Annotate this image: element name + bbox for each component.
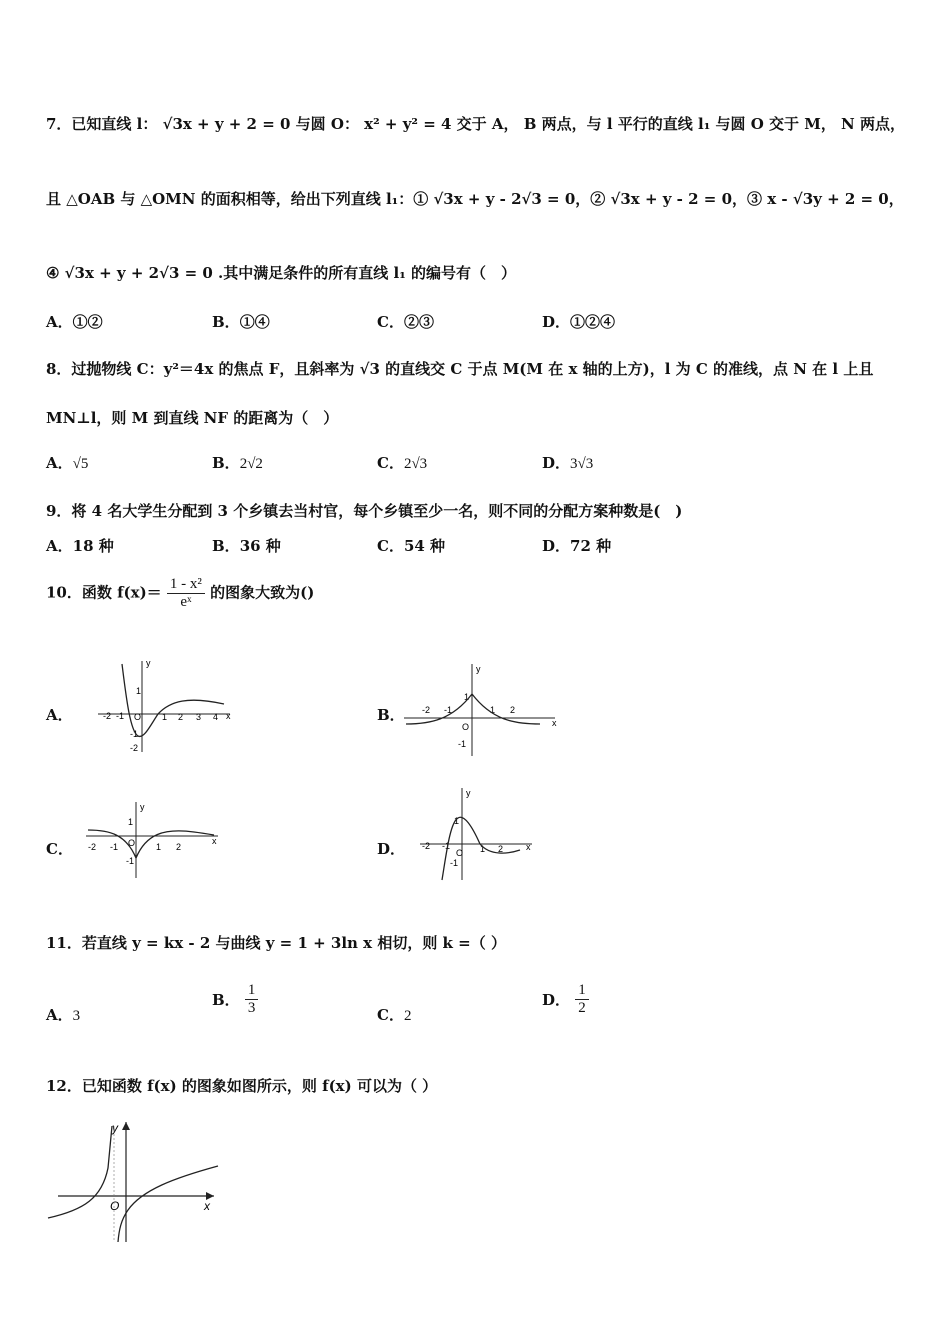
graph-a-tick-ym2: -2 xyxy=(130,743,139,753)
q10-prefix: 10．函数 f(x)＝ xyxy=(46,583,162,602)
q10-choice-b[interactable]: B． xyxy=(377,706,405,724)
q9-choice-c[interactable]: C．54 种 xyxy=(377,537,446,555)
q7-choice-d[interactable]: D．①②④ xyxy=(542,313,616,331)
q10-frac-den: eˣ xyxy=(167,593,205,611)
graph-a-tick-m2: -2 xyxy=(103,711,112,721)
graph-a-x-label: x xyxy=(226,711,231,721)
q12-origin: O xyxy=(110,1199,120,1213)
q10-fraction xyxy=(167,576,205,611)
graph-d-x-label: x xyxy=(526,842,531,852)
graph-b-tick-1: 1 xyxy=(490,705,496,715)
q7-choice-c[interactable]: C．②③ xyxy=(377,313,434,331)
graph-b-x-label: x xyxy=(552,718,557,728)
graph-d-tick-ym1: -1 xyxy=(450,858,459,868)
q10-line1 xyxy=(46,576,314,611)
graph-c-origin: O xyxy=(128,838,136,848)
graph-a-origin: O xyxy=(134,712,142,722)
q11-line1: 11．若直线 y = kx - 2 与曲线 y = 1 + 3ln x 相切，则 k =（ ） xyxy=(46,934,506,952)
q11-choice-b[interactable]: B． $\frac{1}{3}$ xyxy=(212,982,258,1017)
graph-a-tick-y1: 1 xyxy=(136,686,142,696)
graph-c-x-label: x xyxy=(212,836,217,846)
graph-a-tick-4: 4 xyxy=(213,712,219,722)
q10-frac-num: 1 - x² xyxy=(169,576,202,592)
q12-graph xyxy=(44,1118,224,1246)
graph-c-curve xyxy=(88,830,214,858)
q11-choice-b-fraction: $\frac{1}{3}$ xyxy=(245,982,259,1017)
graph-b-tick-m2: -2 xyxy=(422,705,431,715)
q8-line2: MN⊥l，则 M 到直线 NF 的距离为（ ） xyxy=(46,409,339,427)
graph-d-tick-1: 1 xyxy=(480,844,486,854)
q11-choice-a[interactable]: A．3 xyxy=(46,1006,81,1024)
q10-graph-c[interactable] xyxy=(84,800,224,882)
q12-curve-right xyxy=(118,1166,218,1242)
q9-choice-b[interactable]: B．36 种 xyxy=(212,537,281,555)
q10-choice-d[interactable]: D． xyxy=(377,840,406,858)
graph-d-y-label: y xyxy=(466,788,471,798)
q10-suffix: 的图象大致为() xyxy=(210,583,315,602)
q12-x-label: x xyxy=(204,1199,210,1213)
graph-a-tick-m1: -1 xyxy=(116,711,125,721)
q12-line1: 12．已知函数 f(x) 的图象如图所示，则 f(x) 可以为（ ） xyxy=(46,1077,438,1095)
graph-c-tick-1: 1 xyxy=(156,842,162,852)
q8-choice-c[interactable]: C．2√3 xyxy=(377,454,428,472)
graph-d-tick-m1: -1 xyxy=(442,841,451,851)
graph-a-tick-1: 1 xyxy=(162,712,168,722)
q9-choice-a[interactable]: A．18 种 xyxy=(46,537,114,555)
q10-graph-a[interactable] xyxy=(98,656,238,756)
graph-d-tick-2: 2 xyxy=(498,844,504,854)
q7-line3: ④ √3x + y + 2√3 = 0 .其中满足条件的所有直线 l₁ 的编号有（ ） xyxy=(46,264,516,282)
graph-a-tick-ym1: -1 xyxy=(130,729,139,739)
graph-c-tick-y1: 1 xyxy=(128,817,134,827)
q10-graph-b[interactable] xyxy=(400,660,562,760)
graph-b-y-label: y xyxy=(476,664,481,674)
q8-line1: 8．过抛物线 C：y²＝4x 的焦点 F，且斜率为 √3 的直线交 C 于点 M(M 在 x 轴的上方)，l 为 C 的准线，点 N 在 l 上且 xyxy=(46,360,874,378)
graph-c-tick-ym1: -1 xyxy=(126,856,135,866)
q11-choice-d-fraction: $\frac{1}{2}$ xyxy=(575,982,589,1017)
graph-d-tick-y1: 1 xyxy=(454,816,460,826)
q10-graph-d[interactable] xyxy=(418,786,540,884)
graph-b-tick-y1: 1 xyxy=(464,692,470,702)
graph-d-origin: O xyxy=(456,848,464,858)
q7-line1: 7．已知直线 l： √3x + y + 2 = 0 与圆 O： x² + y² = 4 交于 A， B 两点，与 l 平行的直线 l₁ 与圆 O 交于 M， N 两点， xyxy=(46,115,905,133)
q12-y-label: y xyxy=(112,1121,118,1135)
q11-choice-d[interactable]: D． $\frac{1}{2}$ xyxy=(542,982,589,1017)
graph-a-y-label: y xyxy=(146,658,151,668)
q11-choice-c[interactable]: C．2 xyxy=(377,1006,412,1024)
q12-curve-left xyxy=(48,1126,112,1218)
graph-c-y-label: y xyxy=(140,802,145,812)
q10-choice-a[interactable]: A． xyxy=(46,706,73,724)
graph-d-tick-m2: -2 xyxy=(422,841,431,851)
graph-b-tick-ym1: -1 xyxy=(458,739,467,749)
q9-line1: 9．将 4 名大学生分配到 3 个乡镇去当村官，每个乡镇至少一名，则不同的分配方案种数是( ) xyxy=(46,502,683,520)
q9-choice-d[interactable]: D．72 种 xyxy=(542,537,612,555)
q8-choice-a[interactable]: A．√5 xyxy=(46,454,89,472)
graph-b-tick-2: 2 xyxy=(510,705,516,715)
graph-a-tick-2: 2 xyxy=(178,712,184,722)
q7-choice-b[interactable]: B．①④ xyxy=(212,313,270,331)
graph-c-tick-m1: -1 xyxy=(110,842,119,852)
graph-c-tick-2: 2 xyxy=(176,842,182,852)
graph-a-tick-3: 3 xyxy=(196,712,202,722)
q7-line2: 且 △OAB 与 △OMN 的面积相等，给出下列直线 l₁：① √3x + y - 2√3 = 0，② √3x + y - 2 = 0，③ x - √3y + 2 = 0， xyxy=(46,190,904,208)
q8-choice-b[interactable]: B．2√2 xyxy=(212,454,263,472)
q10-choice-c[interactable]: C． xyxy=(46,840,73,858)
q8-choice-d[interactable]: D．3√3 xyxy=(542,454,594,472)
graph-a-curve xyxy=(122,664,224,736)
graph-b-tick-m1: -1 xyxy=(444,705,453,715)
q7-choice-a[interactable]: A．①② xyxy=(46,313,103,331)
graph-b-origin: O xyxy=(462,722,470,732)
graph-c-tick-m2: -2 xyxy=(88,842,97,852)
